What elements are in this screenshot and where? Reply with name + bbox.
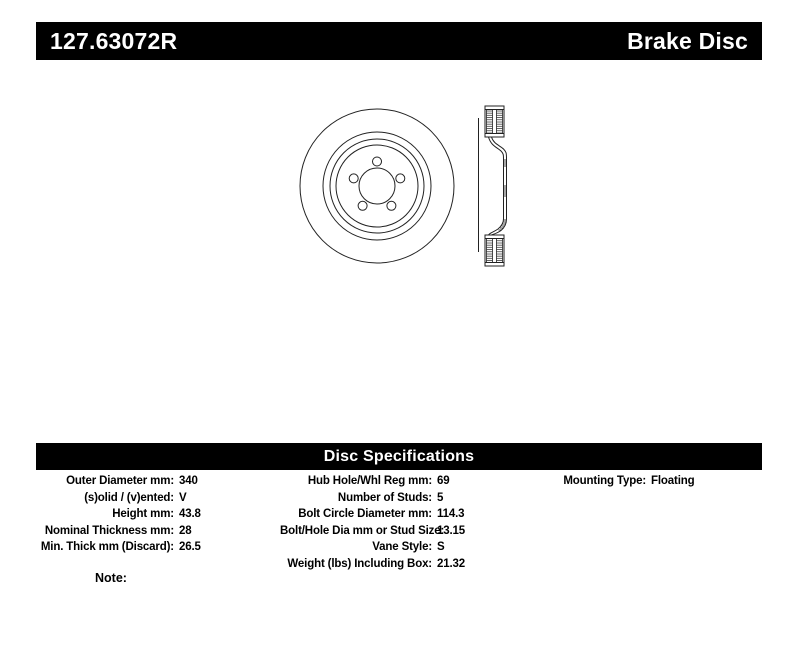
stud-hole <box>358 201 367 210</box>
spec-label: Mounting Type: <box>563 475 646 487</box>
technical-drawing <box>280 90 520 280</box>
spec-row-weight <box>280 556 550 573</box>
spec-row-outer-diameter <box>36 473 280 490</box>
title-bar <box>36 22 762 60</box>
spec-table <box>36 473 762 573</box>
stud-hole <box>396 174 405 183</box>
spec-label: Vane Style: <box>372 541 432 554</box>
spec-label: Bolt Circle Diameter mm: <box>298 508 432 521</box>
spec-row-vane-style <box>280 539 550 556</box>
spec-value: 26.5 <box>179 541 201 554</box>
spec-value: V <box>179 491 187 504</box>
brake-disc-section-view <box>479 106 507 266</box>
spec-row-bolt-hole-dia <box>280 523 550 540</box>
spec-label: Bolt/Hole Dia mm or Stud Size: <box>280 524 445 537</box>
note-label: Note: <box>95 571 127 585</box>
hat-outer-ring <box>330 139 424 233</box>
spec-label: Min. Thick mm (Discard): <box>40 541 174 554</box>
spec-label: Weight (lbs) Including Box: <box>287 557 432 570</box>
stud-hole <box>387 201 396 210</box>
center-hub-hole <box>359 168 395 204</box>
friction-surface-inner-edge <box>323 132 431 240</box>
spec-column-hub <box>280 473 550 573</box>
spec-value: 114.3 <box>437 508 465 521</box>
spec-value: 69 <box>437 475 450 487</box>
spec-section-title: Disc Specifications <box>323 447 475 465</box>
spec-section-header-bar <box>36 443 762 470</box>
spec-value: 28 <box>179 524 192 537</box>
spec-label: Height mm: <box>112 508 174 521</box>
section-wall-hatching <box>499 160 507 230</box>
brake-disc-front-view <box>300 109 454 263</box>
spec-value: 5 <box>437 491 444 504</box>
section-bottom-friction-ring <box>485 235 504 266</box>
spec-value: S <box>437 541 445 554</box>
spec-label: Number of Studs: <box>337 491 432 504</box>
spec-label: Outer Diameter mm: <box>66 475 174 487</box>
spec-row-bolt-circle-diameter <box>280 506 550 523</box>
spec-column-mounting <box>550 473 762 490</box>
spec-label: Nominal Thickness mm: <box>44 524 174 537</box>
spec-row-mounting-type <box>550 473 762 490</box>
spec-label: (s)olid / (v)ented: <box>84 491 174 504</box>
spec-row-hub-hole <box>280 473 550 490</box>
spec-value: 13.15 <box>437 524 466 537</box>
spec-column-dimensions <box>36 473 280 556</box>
stud-hole <box>349 174 358 183</box>
spec-label: Hub Hole/Whl Reg mm: <box>307 475 432 487</box>
spec-row-solid-vented <box>36 490 280 507</box>
spec-row-min-thickness <box>36 539 280 556</box>
stud-hole <box>373 157 382 166</box>
part-number: 127.63072R <box>50 27 178 54</box>
spec-value: 43.8 <box>179 508 201 521</box>
spec-value: Floating <box>651 475 695 487</box>
section-top-friction-ring <box>485 106 504 137</box>
spec-row-height <box>36 506 280 523</box>
spec-row-nominal-thickness <box>36 523 280 540</box>
product-type-label: Brake Disc <box>627 27 748 54</box>
spec-row-number-of-studs <box>280 490 550 507</box>
spec-value: 21.32 <box>437 557 466 570</box>
spec-value: 340 <box>179 475 198 487</box>
